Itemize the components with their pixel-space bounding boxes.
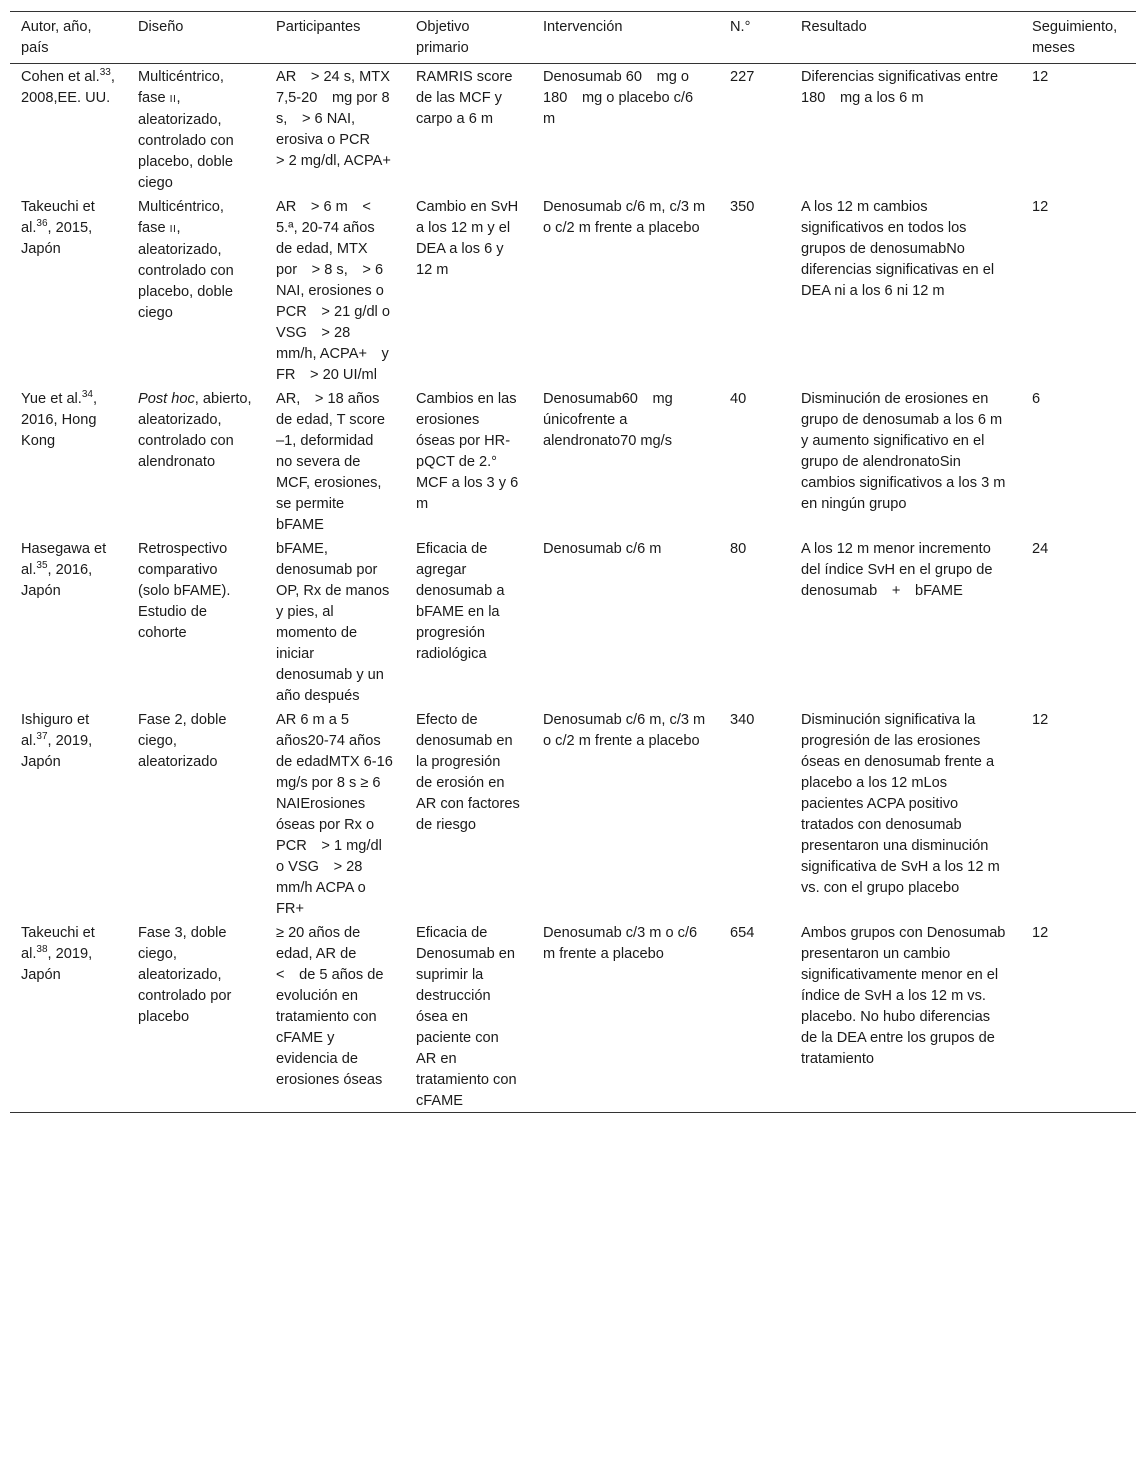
cell-author: Hasegawa et al.$^{35}$, 2016, Japón — [21, 541, 107, 599]
table-row — [10, 536, 1136, 707]
cell-n: 340 — [730, 712, 755, 728]
cell-design: Post hoc, abierto, aleatorizado, controlado con alendronato — [138, 391, 252, 470]
cell-author: Takeuchi et al.$^{36}$, 2015, Japón — [21, 199, 95, 257]
cell-author: Ishiguro et al.$^{37}$, 2019, Japón — [21, 712, 93, 770]
cell-intervention: Denosumab 60 mg o 180 mg o placebo c/6 m — [543, 69, 698, 127]
reference-number: 34 — [81, 389, 93, 400]
reference-number: 33 — [99, 67, 111, 78]
cell-intervention: Denosumab c/6 m, c/3 m o c/2 m frente a placebo — [543, 712, 710, 749]
cell-author: Cohen et al.$^{33}$, 2008,EE. UU. — [21, 67, 115, 106]
design-italic: Post hoc — [138, 391, 195, 407]
table-body — [10, 64, 1136, 1113]
table-row — [10, 707, 1136, 920]
header-intervention: Intervención — [543, 19, 623, 35]
cell-intervention: Denosumab c/6 m, c/3 m o c/2 m frente a placebo — [543, 199, 710, 236]
cell-objective: RAMRIS score de las MCF y carpo a 6 m — [416, 69, 513, 127]
table-row — [10, 194, 1136, 386]
cell-followup: 6 — [1032, 391, 1041, 407]
header-n: N.° — [730, 19, 751, 35]
cell-objective: Cambios en las erosiones óseas por HR-pQCT de 2.° MCF a los 3 y 6 m — [416, 391, 519, 512]
header-result: Resultado — [801, 19, 867, 35]
cell-followup: 12 — [1032, 925, 1049, 941]
cell-result: A los 12 m cambios significativos en todos los grupos de denosumabNo diferencias significativas en el DEA ni a los 6 ni 12 m — [801, 199, 999, 299]
cell-objective: Efecto de denosumab en la progresión de erosión en AR con factores de riesgo — [416, 712, 520, 833]
cell-objective: Eficacia de Denosumab en suprimir la destrucción ósea en paciente con AR en tratamiento con cFAME — [416, 925, 517, 1109]
cell-result: Disminución significativa la progresión de las erosiones óseas en denosumab frente a placebo a los 12 mLos pacientes ACPA positivo tratados con denosumab presentaron una disminución significativa de SvH a los 12 m vs. con el grupo placebo — [801, 712, 1004, 896]
table-header — [10, 12, 1136, 64]
cell-n: 654 — [730, 925, 755, 941]
cell-intervention: Denosumab c/3 m o c/6 m frente a placebo — [543, 925, 702, 962]
cell-n: 227 — [730, 69, 755, 85]
reference-number: 38 — [36, 944, 48, 955]
reference-number: 35 — [36, 560, 48, 571]
phase-numeral: II — [169, 223, 177, 235]
phase-numeral: II — [169, 93, 177, 105]
cell-participants: AR > 6 m < 5.ª, 20-74 años de edad, MTX por > 8 s, > 6 NAI, erosiones o PCR > 21 g/dl o VSG > 28 mm/h, ACPA+ y FR > 20 UI/ml — [276, 199, 395, 383]
table-row — [10, 386, 1136, 536]
cell-author: Takeuchi et al.$^{38}$, 2019, Japón — [21, 925, 95, 983]
reference-number: 36 — [36, 218, 48, 229]
cell-intervention: Denosumab c/6 m — [543, 541, 662, 557]
reference-number: 37 — [36, 731, 48, 742]
header-design: Diseño — [138, 19, 184, 35]
cell-design: Multicéntrico, fase II, aleatorizado, controlado con placebo, doble ciego — [138, 199, 234, 321]
cell-participants: AR 6 m a 5 años20-74 años de edadMTX 6-16 mg/s por 8 s ≥ 6 NAIErosiones óseas por Rx o PCR > 1 mg/dl o VSG > 28 mm/h ACPA o FR+ — [276, 712, 397, 917]
cell-author: Yue et al.$^{34}$, 2016, Hong Kong — [21, 389, 98, 449]
cell-result: Diferencias significativas entre 180 mg a los 6 m — [801, 69, 1003, 106]
cell-followup: 12 — [1032, 69, 1049, 85]
studies-table — [10, 11, 1136, 1113]
cell-design: Multicéntrico, fase II, aleatorizado, controlado con placebo, doble ciego — [138, 69, 234, 191]
cell-n: 350 — [730, 199, 755, 215]
cell-result: Disminución de erosiones en grupo de denosumab a los 6 m y aumento significativo en el grupo de alendronatoSin cambios significativos a los 3 m en ningún grupo — [801, 391, 1010, 512]
cell-design: Fase 2, doble ciego, aleatorizado — [138, 712, 227, 770]
cell-intervention: Denosumab60 mg únicofrente a alendronato70 mg/s — [543, 391, 677, 449]
cell-participants: AR > 24 s, MTX 7,5-20 mg por 8 s, > 6 NAI, erosiva o PCR > 2 mg/dl, ACPA+ — [276, 69, 395, 169]
header-followup: Seguimiento, meses — [1032, 19, 1118, 56]
cell-design: Fase 3, doble ciego, aleatorizado, controlado por placebo — [138, 925, 232, 1025]
header-participants: Participantes — [276, 19, 361, 35]
cell-participants: AR, > 18 años de edad, T score –1, deformidad no severa de MCF, erosiones, se permite bFAME — [276, 391, 390, 533]
cell-followup: 12 — [1032, 712, 1049, 728]
cell-design: Retrospectivo comparativo (solo bFAME). Estudio de cohorte — [138, 541, 231, 641]
cell-n: 40 — [730, 391, 747, 407]
cell-followup: 12 — [1032, 199, 1049, 215]
header-author: Autor, año, país — [21, 19, 92, 56]
cell-participants: ≥ 20 años de edad, AR de < de 5 años de evolución en tratamiento con cFAME y evidencia de erosiones óseas — [276, 925, 388, 1088]
table-row — [10, 920, 1136, 1113]
cell-participants: bFAME, denosumab por OP, Rx de manos y pies, al momento de iniciar denosumab y un año después — [276, 541, 394, 704]
cell-objective: Eficacia de agregar denosumab a bFAME en la progresión radiológica — [416, 541, 505, 662]
header-row — [10, 12, 1136, 64]
cell-followup: 24 — [1032, 541, 1049, 557]
table-row — [10, 64, 1136, 195]
cell-result: A los 12 m menor incremento del índice SvH en el grupo de denosumab + bFAME — [801, 541, 997, 599]
cell-objective: Cambio en SvH a los 12 m y el DEA a los 6 y 12 m — [416, 199, 519, 278]
cell-n: 80 — [730, 541, 747, 557]
cell-result: Ambos grupos con Denosumab presentaron un cambio significativamente menor en el índice de SvH a los 12 m vs. placebo. No hubo diferencias de la DEA entre los grupos de tratamiento — [801, 925, 1010, 1067]
header-objective: Objetivo primario — [416, 19, 470, 56]
